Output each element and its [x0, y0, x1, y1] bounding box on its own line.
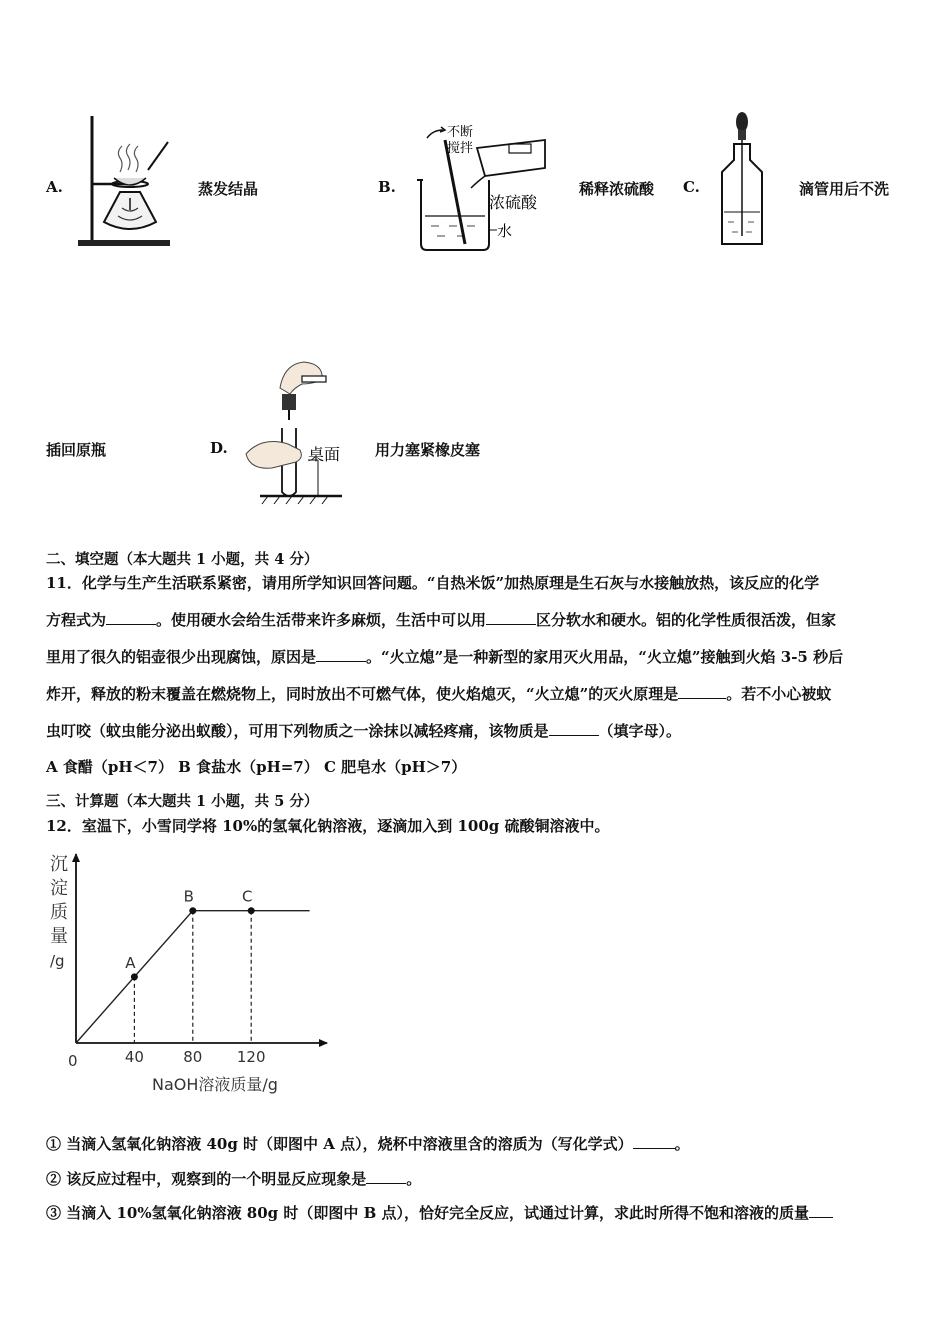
- y-axis-label: [50, 854, 68, 970]
- x-tick-120: 120: [236, 1048, 266, 1066]
- stir-label-1: 不断: [447, 125, 474, 140]
- option-d-text: 用力塞紧橡皮塞: [375, 441, 481, 459]
- q11-choices: A 食醋（pH＜7） B 食盐水（pH=7） C 肥皂水（pH＞7）: [46, 758, 467, 776]
- y-label-char-4: /g: [50, 952, 65, 970]
- point-label-B: B: [183, 887, 194, 906]
- question-11: [46, 565, 843, 750]
- q12-stem: 12．室温下，小雪同学将 10%的氢氧化钠溶液，逐滴加入到 100g 硫酸铜溶液中。: [46, 817, 610, 835]
- acid-label: 浓硫酸: [489, 193, 538, 212]
- section-3-title: 三、计算题（本大题共 1 小题，共 5 分）: [46, 793, 319, 810]
- q12-blank-3[interactable]: [809, 1203, 833, 1218]
- q11-line-4: 炸开，释放的粉末覆盖在燃烧物上，同时放出不可燃气体，使火焰熄灭，“火立熄”的灭火原理是 。若不小心被蚊: [46, 685, 832, 703]
- q12-blank-1[interactable]: [633, 1134, 675, 1149]
- precipitate-mass-chart: [40, 848, 370, 1098]
- q11-blank-5[interactable]: [549, 721, 599, 736]
- point-label-C: C: [241, 887, 253, 906]
- y-label-char-1: 淀: [50, 878, 68, 899]
- dilute-sulfuric-acid-figure: [405, 118, 570, 253]
- q12-sub-3: ③ 当滴入 10%氢氧化钠溶液 80g 时（即图中 B 点），恰好完全反应，试通过计算，求此时所得不饱和溶液的质量: [46, 1202, 833, 1223]
- q12-sub-2: ② 该反应过程中，观察到的一个明显反应现象是 。: [46, 1170, 422, 1188]
- option-a-text: 蒸发结晶: [198, 180, 259, 198]
- option-a-letter: A.: [46, 178, 63, 196]
- q11-line-1: 11．化学与生产生活联系紧密，请用所学知识回答问题。“自热米饭”加热原理是生石灰与水接触放热，该反应的化学: [46, 574, 820, 592]
- q11-blank-1[interactable]: [106, 610, 156, 625]
- q11-line-5: 虫叮咬（蚊虫能分泌出蚁酸），可用下列物质之一涂抹以减轻疼痛，该物质是 （填字母）。: [46, 722, 682, 740]
- point-label-A: A: [125, 953, 136, 972]
- q11-line-2: 方程式为 。使用硬水会给生活带来许多麻烦，生活中可以用 区分软水和硬水。铝的化学性质很活泼，但家: [46, 611, 837, 629]
- q11-blank-3[interactable]: [316, 647, 366, 662]
- data-point-C: [248, 907, 255, 914]
- option-b-letter: B.: [378, 178, 396, 196]
- x-tick-80: 80: [183, 1048, 203, 1066]
- x-axis-label: NaOH溶液质量/g: [152, 1075, 278, 1094]
- option-b-text: 稀释浓硫酸: [579, 180, 655, 198]
- option-c-text-continued: 插回原瓶: [46, 441, 107, 459]
- data-point-B: [189, 907, 196, 914]
- stopper-test-tube-figure: [242, 358, 360, 508]
- q12-sub-1: ① 当滴入氢氧化钠溶液 40g 时（即图中 A 点），烧杯中溶液里含的溶质为（写化学式） 。: [46, 1135, 690, 1153]
- q11-line-3: 里用了很久的铝壶很少出现腐蚀，原因是 。“火立熄”是一种新型的家用灭火用品，“火立熄”接触到火焰 3-5 秒后: [46, 648, 844, 666]
- q11-blank-4[interactable]: [678, 684, 726, 699]
- y-label-char-3: 量: [50, 926, 68, 947]
- option-d-letter: D.: [210, 439, 228, 457]
- y-label-char-0: 沉: [50, 854, 68, 875]
- origin-label: 0: [68, 1052, 78, 1070]
- data-point-A: [131, 973, 138, 980]
- evaporation-apparatus-figure: [70, 112, 175, 252]
- section-2-title: 二、填空题（本大题共 1 小题，共 4 分）: [46, 551, 319, 568]
- y-label-char-2: 质: [50, 902, 68, 923]
- x-tick-40: 40: [124, 1048, 144, 1066]
- stir-label-2: 搅拌: [447, 141, 474, 156]
- water-label: 水: [497, 222, 513, 240]
- q12-blank-2[interactable]: [366, 1169, 406, 1184]
- dropper-bottle-figure: [712, 108, 772, 250]
- option-c-text: 滴管用后不洗: [799, 180, 890, 198]
- option-c-letter: C.: [683, 178, 700, 196]
- q11-blank-2[interactable]: [486, 610, 536, 625]
- desk-label: 桌面: [308, 445, 341, 464]
